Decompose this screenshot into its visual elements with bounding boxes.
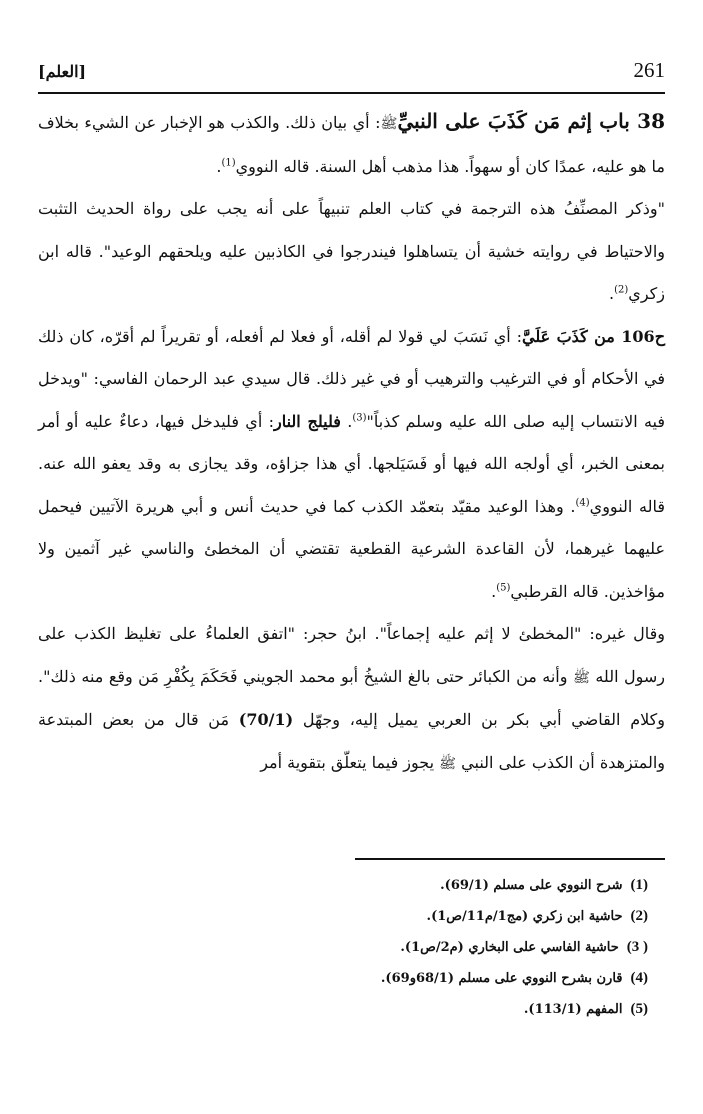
marginal-reference: (70/1) <box>238 710 294 729</box>
footnotes <box>38 870 648 1025</box>
footnote-number: (2) <box>630 908 648 924</box>
footnote-text: حاشية الفاسي على البخاري (م2/ص1). <box>400 940 619 955</box>
paragraph-text: مَن قال من بعض المبتدعة والمتزهدة أن الكذب على النبي <box>38 710 665 772</box>
footnote-item <box>38 932 648 963</box>
footnote-item <box>38 963 648 994</box>
salawat-symbol: ﷺ <box>572 669 590 686</box>
footnote-ref[interactable]: (1) <box>221 157 236 169</box>
footnote-item <box>38 901 648 932</box>
footnote-ref[interactable]: (5) <box>496 582 511 594</box>
footnote-number: (1) <box>630 877 648 893</box>
paragraph-hadith-106: ح106 من كَذَبَ عَلَيَّ: أي نَسَبَ لي قولا لم أقله، أو فعلا لم أفعله، أو تقريراً لم أقرّه، كان ذلك في الأحكام أو في الترغيب والترهيب أو في غير ذلك. قال سيدي عبد الرحمان الفاسي: "ويدخل فيه الانتساب إليه صلى الله عليه وسلم كذباً"$^{(3)}$. فليلج النار: أي فليدخل فيها، دعاءٌ عليه أو أمر بمعنى الخبر، أي أولجه الله فيها أو فَسَيَلجها. أي هذا جزاؤه، وقد يجازى به وقد يعفو الله عنه. قاله النووي$^{(4)}$. وهذا الوعيد مقيّد بتعمّد الكذب كما في حديث أنس و أبي هريرة الآتيين فيحمل عليهما غيرهما، لأن القاعدة الشرعية القطعية تقتضي أن المخطئ والناسي غير آثمين ولا مؤاخذين. قاله القرطبي$^{(5)}$. <box>38 326 666 601</box>
main-text <box>38 100 665 785</box>
footnote-text: قارن بشرح النووي على مسلم (68/1و69). <box>380 971 623 986</box>
salawat-symbol: ﷺ <box>439 755 457 772</box>
paragraph-text: يجوز فيما يتعلّق بتقوية أمر <box>260 752 440 772</box>
paragraph-text: "وذكر المصنِّفُ هذه الترجمة في كتاب العلم تنبيهاً على أنه يجب على رواة الحديث التثبت والاحتياط في روايته خشية أن يتساهلوا فيندرجوا في الكاذبين عليه ويلحقهم الوعيد". قاله ابن زكري <box>38 199 665 303</box>
footnote-text: حاشية ابن زكري (مج1/م11/ص1). <box>426 909 623 924</box>
chapter-title: 38 باب إثم مَن كَذَبَ على النبيِّ <box>397 109 666 133</box>
paragraph-text: : أي بيان ذلك. والكذب هو الإخبار عن الشيء بخلاف ما هو عليه، عمدًا كان أو سهواً. هذا مذهب أهل السنة. قاله النووي <box>38 113 665 176</box>
running-head: [العلم] <box>38 62 87 81</box>
paragraph-chapter-heading: 38 باب إثم مَن كَذَبَ على النبيِّﷺ: أي بيان ذلك. والكذب هو الإخبار عن الشيء بخلاف ما هو عليه، عمدًا كان أو سهواً. هذا مذهب أهل السنة. قاله النووي$^{(1)}$. <box>38 109 666 176</box>
paragraph-quote-ibn-zakri: "وذكر المصنِّفُ هذه الترجمة في كتاب العلم تنبيهاً على أنه يجب على رواة الحديث التثبت والاحتياط في روايته خشية أن يتساهلوا فيندرجوا في الكاذبين عليه ويلحقهم الوعيد". قاله ابن زكري$^{(2)}$. <box>38 199 665 303</box>
page-header <box>38 52 665 94</box>
footnote-ref[interactable]: (3) <box>352 412 367 424</box>
paragraph-text: : أي فليدخل فيها، دعاءٌ عليه أو أمر بمعنى الخبر، أي أولجه الله فيها أو فَسَيَلجها. أي هذا جزاؤه، وقد يجازى به وقد يعفو الله عنه. قاله النووي <box>38 411 665 516</box>
footnote-text: المفهم (113/1). <box>523 1002 623 1017</box>
paragraph-text: وأنه من الكبائر حتى بالغ الشيخُ أبو محمد الجويني فَحَكَمَ بِكُفْرِ مَن وقع منه ذلك". وكلام القاضي أبي بكر بن العربي يميل إليه، وجهّل <box>38 666 665 729</box>
hadith-heading: ح106 من كَذَبَ عَلَيَّ <box>522 326 666 346</box>
page-number: 261 <box>633 58 665 82</box>
hadith-keyword: فليلج النار <box>273 411 341 431</box>
footnote-ref[interactable]: (2) <box>614 284 629 296</box>
paragraph-ibn-hajar <box>38 613 665 785</box>
footnote-number: (4) <box>630 970 648 986</box>
footnote-number: ( 3) <box>626 939 648 955</box>
footnote-ref[interactable]: (4) <box>575 497 590 509</box>
salawat-symbol: ﷺ <box>380 116 398 132</box>
footnote-text: شرح النووي على مسلم (69/1). <box>440 878 623 893</box>
paragraph-text: : أي نَسَبَ لي قولا لم أقله، أو فعلا لم أفعله، أو تقريراً لم أقرّه، كان ذلك في الأحكام أو في الترغيب والترهيب أو في غير ذلك. قال سيدي عبد الرحمان الفاسي: "ويدخل فيه الانتساب إليه صلى الله عليه وسلم كذباً" <box>38 326 666 431</box>
footnote-number: (5) <box>630 1001 648 1017</box>
paragraph-text: . وهذا الوعيد مقيّد بتعمّد الكذب كما في حديث أنس و أبي هريرة الآتيين فيحمل عليهما غيرهما، لأن القاعدة الشرعية القطعية تقتضي أن المخطئ والناسي غير آثمين ولا مؤاخذين. قاله القرطبي <box>38 496 665 601</box>
footnote-divider <box>355 858 665 860</box>
footnote-item <box>38 870 648 901</box>
paragraph-text: وقال غيره: "المخطئ لا إثم عليه إجماعاً". ابنُ حجر: "اتفق العلماءُ على تغليظ الكذب على رسول الله <box>38 624 665 686</box>
footnote-item <box>38 994 648 1025</box>
